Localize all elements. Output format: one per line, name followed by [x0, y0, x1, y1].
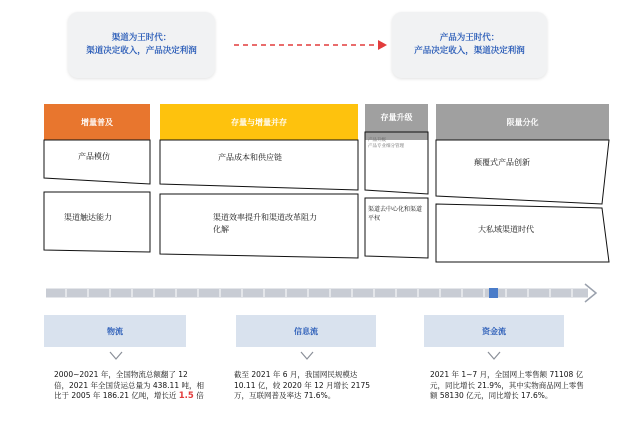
era-title: 产品为王时代：	[439, 33, 500, 43]
resource-description-logistics: 2000~2021 年，全国物流总额翻了 12 倍，2021 年全国货运总量为 438.11 吨，相比于 2005 年 186.21 亿吨，增长近 1.5 倍	[54, 370, 204, 402]
era-box-product-king	[392, 12, 547, 78]
resource-header-information: 信息流	[236, 315, 376, 347]
cell-channel-decentral: 渠道去中心化和渠道平权	[368, 206, 423, 222]
timeline	[40, 280, 604, 306]
resource-header-capital: 资金流	[424, 315, 564, 347]
transition-arrow	[232, 38, 388, 52]
timeline-marker	[489, 288, 498, 298]
era-title: 渠道为王时代：	[111, 33, 172, 43]
era-box-channel-king	[68, 12, 215, 78]
cell-outline	[44, 140, 150, 184]
stage-header-coexist: 存量与增量并存	[160, 104, 358, 140]
resource-header-logistics: 物流	[44, 315, 186, 347]
stage-sublabel: 产品专业细分管理	[368, 144, 404, 149]
cell-outline	[436, 140, 609, 204]
stage-header-divergence: 限量分化	[436, 104, 609, 140]
chevron-down-icon	[109, 350, 123, 362]
resource-description-capital: 2021 年 1~7 月，全国网上零售额 71108 亿元，同比增长 21.9%，其中实物商品网上零售额 58130 亿元，同比增长 17.6%。	[430, 370, 584, 401]
chevron-down-icon	[487, 350, 501, 362]
chevron-down-icon	[300, 350, 314, 362]
stage-header-upgrade: 存量升级	[365, 104, 428, 140]
era-description: 渠道决定收入，产品决定利润	[86, 46, 197, 56]
era-description: 产品决定收入，渠道决定利润	[414, 46, 525, 56]
highlight-value: 1.5	[178, 391, 194, 402]
cell-channel-efficiency: 渠道效率提升和渠道改革阻力化解	[213, 213, 317, 234]
stage-header-incremental: 增量普及	[44, 104, 150, 140]
stage-sublabel: 产品升级	[368, 138, 386, 143]
cell-outline	[160, 140, 358, 190]
resource-description-information: 截至 2021 年 6 月，我国网民规模达 10.11 亿，较 2020 年 12 月增长 2175 万，互联网普及率达 71.6%。	[234, 370, 370, 401]
